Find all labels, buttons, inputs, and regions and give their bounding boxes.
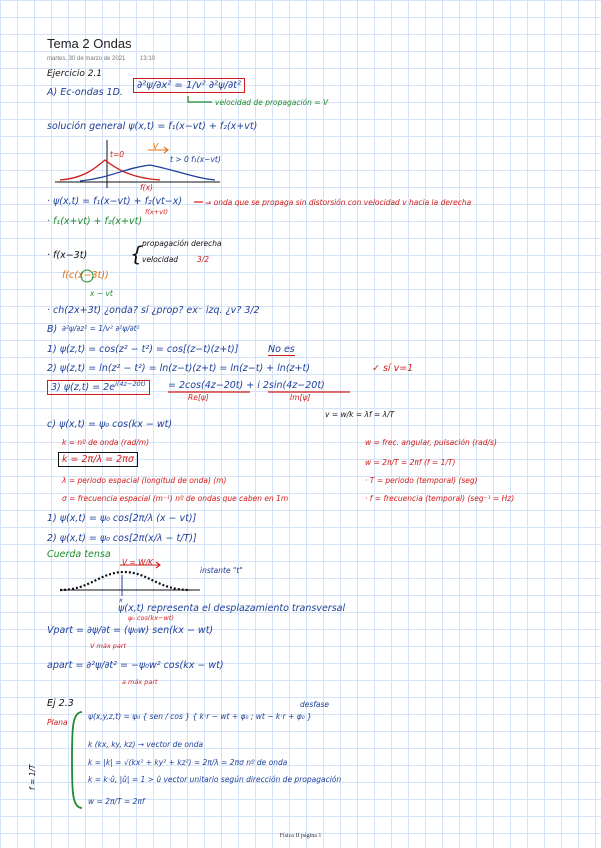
brace: { (130, 242, 143, 266)
bullet-solution-1: · ψ(x,t) = f₁(x−vt) + f₂(vt−x) (47, 196, 183, 207)
plane-label: Plana (47, 718, 68, 727)
b2-verdict: ✓ sí v=1 (372, 363, 414, 374)
w-definition: w = frec. angular, pulsación (rad/s) (365, 438, 497, 447)
wave-number: k = |k| = √(kx² + ky² + kz²) = 2π/λ = 2πσ nº de onda (88, 758, 288, 767)
c2-equation: 2) ψ(x,t) = ψ₀ cos[2π(x/λ − t/T)] (47, 533, 197, 544)
section-b-label: B) (47, 324, 58, 335)
propagation-velocity-note: velocidad de propagación = V (215, 98, 329, 107)
b2-equation: 2) ψ(z,t) = ln(z² − t²) = ln(z−t)(z+t) = ln(z−t) + ln(z+t) (47, 363, 310, 374)
lambda-definition: λ = periodo espacial (longitud de onda) (m) (62, 476, 227, 485)
brace-velocity: velocidad (142, 255, 179, 264)
argument-note: f(c(x−3t)) (62, 270, 109, 281)
fx-label: f(x) (140, 183, 153, 192)
bullet-solution-1-note: ⇒ onda que se propaga sin distorsión con velocidad v hacia la derecha (205, 198, 472, 207)
sigma-definition: σ = frecuencia espacial (m⁻¹) nº de ondas que caben en 1m (62, 494, 289, 503)
brace-propagation: propagación derecha (142, 239, 222, 248)
graph-a-v-arrow (148, 147, 168, 153)
arg-circle (81, 270, 93, 282)
particle-velocity-max: V máx part (90, 642, 127, 650)
brace-velocity-value: 3/2 (197, 255, 210, 264)
displacement-note: ψ(x,t) representa el desplazamiento transversal (118, 603, 346, 614)
particle-acceleration: apart = ∂²ψ/∂t² = −ψ₀w² cos(kx − wt) (47, 660, 224, 671)
velocity-arrow-stroke (188, 96, 212, 102)
t-positive-label: t > 0 f₁(x−vt) (170, 155, 221, 164)
graph-a-red-pulse (60, 160, 160, 180)
b3-imag-part: Im[ψ] (290, 393, 311, 402)
w-equation: w = 2π/T = 2πf (f = 1/T) (365, 458, 456, 467)
section-a-label: A) Ec-ondas 1D. (47, 87, 123, 98)
t0-label: t=0 (110, 150, 124, 159)
general-solution: solución general ψ(x,t) = f₁(x−vt) + f₂(x+vt) (47, 121, 258, 132)
instant-label: instante "t" (200, 566, 243, 575)
c1-equation: 1) ψ(x,t) = ψ₀ cos[2π/λ (x − vt)] (47, 513, 197, 524)
b1-verdict: No es (268, 344, 295, 355)
rope-speed-arrow (120, 562, 160, 568)
particle-acceleration-max: a máx part (122, 678, 158, 686)
bullet-solution-1b: · f₁(x+vt) + f₂(x+vt) (47, 216, 143, 227)
wave-equation-box: ∂²ψ/∂x² = 1/v² ∂²ψ/∂t² (133, 78, 245, 93)
page-title: Tema 2 Ondas (47, 36, 132, 51)
k-box: k = 2π/λ = 2πσ (58, 452, 138, 467)
section-c-equation: c) ψ(x,t) = ψ₀ cos(kx − wt) (47, 419, 173, 430)
page-date: martes, 30 de marzo de 2021 (47, 56, 126, 62)
velocity-formula: v = w/k = λf = λ/T (325, 410, 395, 419)
rope-pulse-outline (60, 572, 190, 590)
particle-velocity: Vpart = ∂ψ/∂t = (ψ₀w) sen(kx − wt) (47, 625, 214, 636)
x-mark: x (119, 596, 123, 604)
angular-frequency: w = 2π/T = 2πf (88, 797, 145, 806)
b1-equation: 1) ψ(z,t) = cos(z² − t²) = cos[(z−t)(z+t)] (47, 344, 239, 355)
desfase-note: desfase (300, 700, 330, 709)
bullet-ch: · ch(2x+3t) ¿onda? sí ¿prop? ex⁻ izq. ¿v? 3/2 (47, 305, 260, 316)
f-definition: · f = frecuencia (temporal) (seg⁻¹ = Hz) (365, 494, 515, 503)
exercise-2-3-heading: Ej 2.3 (47, 698, 74, 709)
k-definition: k = nº de onda (rad/m) (62, 438, 150, 447)
bullet-f-x-3t: · f(x−3t) (47, 250, 88, 261)
side-note: f = 1/T (28, 764, 37, 790)
unit-vector: k = k·û, |û| = 1 > û vector unitario según dirección de propagación (88, 775, 342, 784)
section-b-equation: ∂²ψ/∂z² = 1/v² ∂²ψ/∂t² (62, 324, 140, 333)
particle-velocity-top: ψ₀ cos(kx−wt) (128, 614, 174, 622)
exercise-2-1-heading: Ejercicio 2.1 (47, 69, 103, 79)
b3-equation-right: = 2cos(4z−20t) + i 2sin(4z−20t) (168, 380, 325, 391)
b3-real-part: Re[ψ] (188, 393, 209, 402)
ej23-green-brace (72, 712, 82, 808)
T-definition: · T = periodo (temporal) (seg) (365, 476, 478, 485)
rope-title: Cuerda tensa (47, 549, 111, 560)
plane-wave-equation: ψ(x,y,z,t) = ψ₀ { sen / cos } { k·r − wt + φ₀ ; wt − k·r + φ₀ } (88, 712, 312, 721)
page-time: 13:10 (140, 56, 156, 62)
velocity-arrow-label: V (153, 142, 159, 151)
argument-sub: x − vt (90, 289, 113, 298)
wave-speed-label: V = W/K (122, 558, 154, 567)
fx-vt-label: f(x+vt) (145, 208, 169, 216)
page-footer: Física II página 1 (279, 833, 322, 839)
wave-vector: k (kx, ky, kz) → vector de onda (88, 740, 204, 749)
b3-box: 3) $\psi(z,t) = 2e^{i(4z-20t)}$ (47, 380, 150, 395)
